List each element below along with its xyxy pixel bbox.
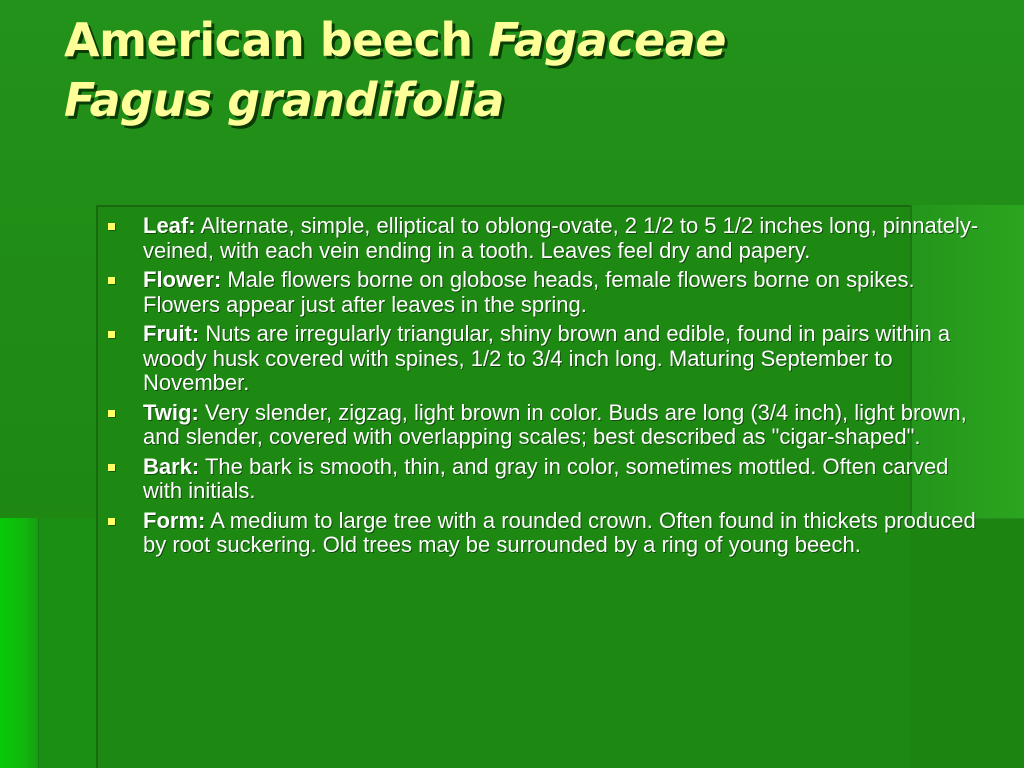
bullet-label: Fruit: (143, 321, 200, 346)
square-bullet-icon (108, 410, 115, 417)
bullet-item-bark (104, 455, 984, 504)
square-bullet-icon (108, 277, 115, 284)
bullet-text: A medium to large tree with a rounded crown. Often found in thickets produced by root suckering. Old trees may be surrounded by a ring of young beech. (143, 507, 976, 557)
bullet-list (104, 214, 984, 563)
square-bullet-icon (108, 331, 115, 338)
title-common-name: American beech (64, 13, 489, 67)
square-bullet-icon (108, 464, 115, 471)
background-left-panel (38, 518, 96, 768)
square-bullet-icon (108, 518, 115, 525)
bullet-item-flower (104, 268, 984, 317)
bullet-label: Twig: (143, 399, 199, 425)
bullet-text: Very slender, zigzag, light brown in color. Buds are long (3/4 inch), light brown, and slender, covered with overlapping scales; best described as "cigar-shaped". (143, 399, 967, 449)
title-scientific-name: Fagus grandifolia (64, 73, 505, 127)
bullet-label: Form: (143, 507, 206, 533)
bullet-label: Leaf: (143, 213, 196, 238)
square-bullet-icon (108, 223, 115, 230)
bullet-item-twig (104, 401, 984, 450)
bullet-text: Nuts are irregularly triangular, shiny brown and edible, found in pairs within a woody husk covered with spines, 1/2 to 3/4 inch long. Maturing September to November. (143, 321, 951, 395)
bullet-item-form (104, 509, 984, 558)
slide-title (64, 10, 964, 130)
bullet-text: The bark is smooth, thin, and gray in color, sometimes mottled. Often carved with initials. (143, 453, 949, 503)
bullet-text: Male flowers borne on globose heads, female flowers borne on spikes. Flowers appear just after leaves in the spring. (143, 267, 915, 317)
bullet-label: Flower: (143, 267, 222, 292)
title-family: Fagaceae (488, 13, 726, 67)
bullet-item-leaf (104, 214, 984, 263)
background-left-strip (0, 518, 38, 768)
bullet-item-fruit (104, 322, 984, 396)
bullet-label: Bark: (143, 453, 200, 479)
bullet-text: Alternate, simple, elliptical to oblong-ovate, 2 1/2 to 5 1/2 inches long, pinnately-veined, with each vein ending in a tooth. Leaves feel dry and papery. (143, 213, 979, 263)
